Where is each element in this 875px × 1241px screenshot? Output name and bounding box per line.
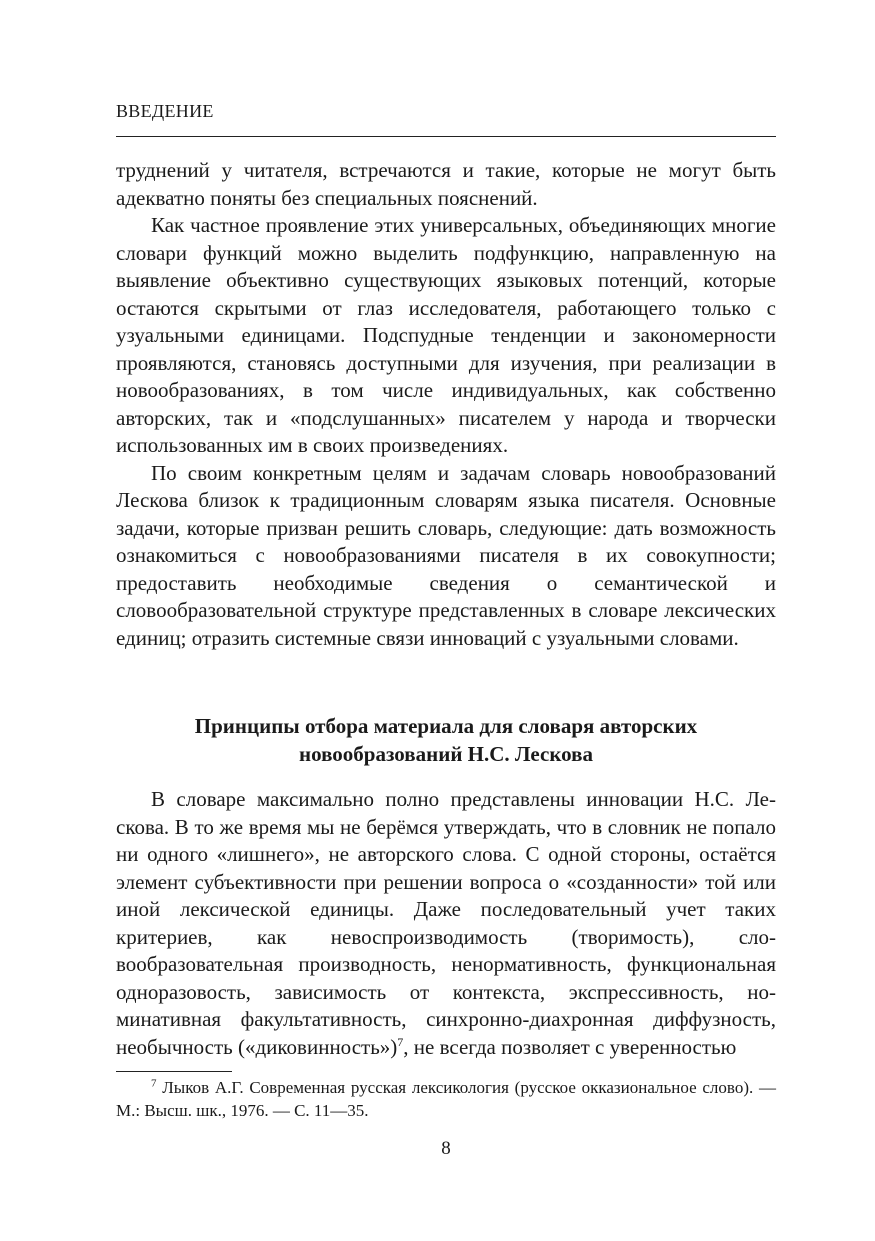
footnote-divider — [116, 1071, 232, 1072]
header-divider — [116, 136, 776, 137]
paragraph-continuation: труднений у читателя, встречаются и такие, которые не могут быть адекватно поняты без специальных пояснений. — [116, 158, 776, 210]
running-head: ВВЕДЕНИЕ — [116, 101, 214, 121]
body-text-top — [116, 157, 776, 652]
paragraph-selection-principles — [116, 786, 776, 1061]
paragraph-subfunction: Как частное проявление этих универсальных, объединяющих многие словари функций можно выделить подфункцию, направленную на выявление объективно существующих языковых потенций, которые остаются скрытыми от глаз исследователя, работающего только с узуальными единицами. Подспудные тенденции и закономерности проявляются, становясь доступными для изучения, при реализации в новообразованиях, в том числе индивидуальных, как собственно авторских, так и «подслушанных» писателем у народа и творчески использованных им в своих произведениях. — [116, 213, 776, 457]
section-heading — [116, 712, 776, 768]
paragraph-text-before-ref: В словаре максимально полно представлены инновации Н.С. Лескова. В то же время мы не берёмся утверждать, что в словник не попало ни одного «лишнего», не авторского слова. С одной стороны, остаётся элемент субъективности при решении вопроса о «созданности» той или иной лексической единицы. Даже последовательный учет таких критериев, как невоспроизводимость (творимость), словообразовательная производность, ненормативность, функциональная одноразовость, зависимость от контекста, экспрессивность, номинативная факультативность, синхронно-диахронная диффузность, необычность («диковинность») — [116, 787, 776, 1059]
section-heading-line-1: Принципы отбора материала для словаря авторских — [194, 714, 698, 738]
footnote-reference[interactable]: 7 — [397, 1034, 404, 1049]
footnote-mark: 7 — [151, 1077, 157, 1090]
page-number: 8 — [441, 1138, 451, 1159]
paragraph-dictionary-tasks: По своим конкретным целям и задачам словарь новообразований Лескова близок к традиционным словарям языка писателя. Основные задачи, которые призван решить словарь, следующие: дать возможность ознакомиться с новообразованиями писателя в их совокупности; предоставить необходимые сведения о семантической и словообразовательной структуре представленных в словаре лексических единиц; отразить системные связи инноваций с узуальными словами. — [116, 460, 776, 650]
body-text-bottom — [116, 786, 776, 1061]
footnote — [116, 1076, 776, 1122]
section-heading-line-2: новообразований Н.С. Лескова — [299, 742, 593, 766]
paragraph-text-after-ref: , не всегда позволяет с уверенностью — [403, 1034, 737, 1059]
footnote-text: Лыков А.Г. Современная русская лексикология (русское окказиональное слово). — М.: Высш. шк., 1976. — С. 11—35. — [116, 1078, 776, 1120]
book-page — [116, 0, 776, 1241]
